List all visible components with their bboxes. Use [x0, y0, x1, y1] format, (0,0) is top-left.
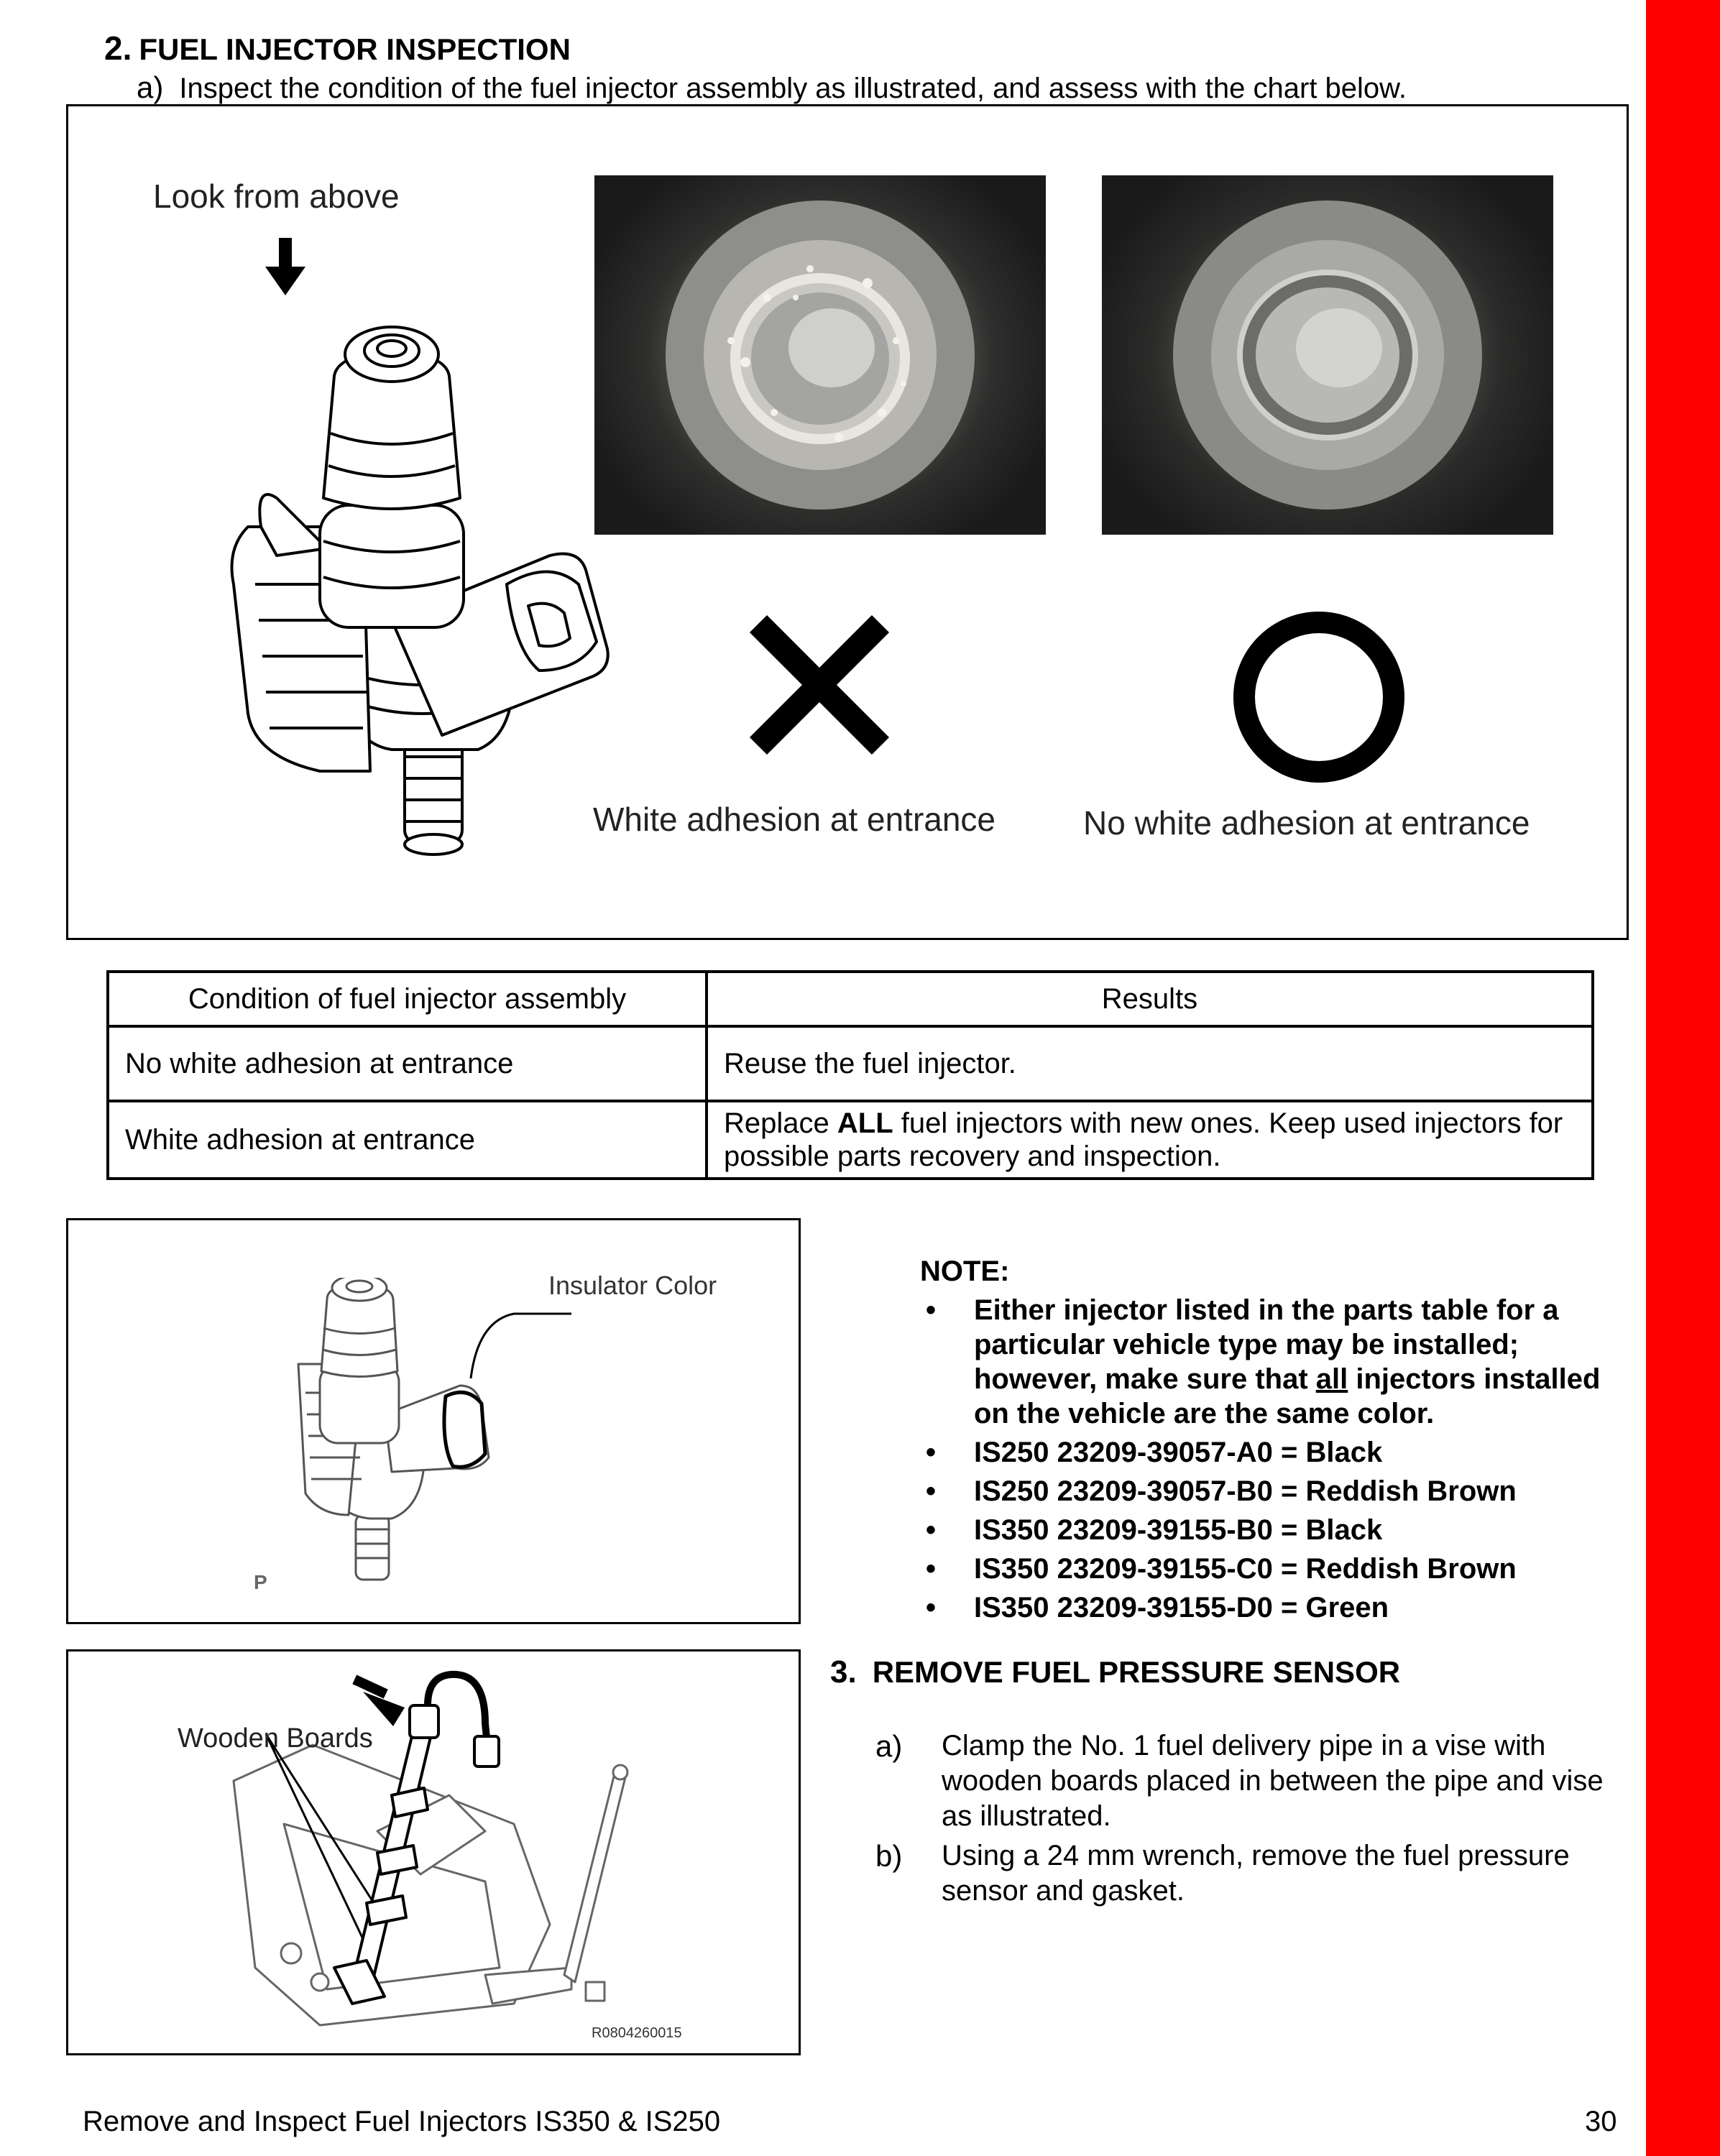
x-mark-icon — [748, 613, 891, 757]
bullet: • — [926, 1592, 937, 1623]
part-number: IS350 23209-39155-D0 = Green — [974, 1592, 1389, 1623]
note-item — [920, 1435, 1639, 1470]
side-color-bar — [1646, 0, 1720, 2156]
step-letter: a) — [137, 70, 164, 104]
good-caption: No white adhesion at entrance — [1083, 804, 1530, 842]
bullet: • — [926, 1437, 937, 1468]
step-3b — [875, 1838, 1637, 1909]
result-cell: Reuse the fuel injector. — [707, 1026, 1593, 1101]
section-2-heading — [104, 29, 571, 68]
step-3a — [875, 1728, 1637, 1834]
step-2a — [137, 70, 1407, 105]
condition-cell: White adhesion at entrance — [108, 1101, 707, 1179]
note-item — [920, 1513, 1639, 1547]
result-cell — [707, 1101, 1593, 1179]
table-header-row — [108, 972, 1593, 1026]
vise-drawing — [212, 1666, 715, 2040]
note-title: NOTE: — [920, 1256, 1010, 1287]
figure-corner-mark: P — [254, 1571, 267, 1593]
step-letter: a) — [875, 1729, 903, 1763]
bullet: • — [926, 1475, 937, 1507]
vise-figure — [66, 1649, 801, 2055]
result-text-end: fuel injectors with new ones. Keep used injectors for possible parts recovery and inspection. — [724, 1107, 1563, 1172]
part-number: IS250 23209-39057-A0 = Black — [974, 1437, 1383, 1468]
fuel-injector-drawing — [176, 311, 665, 872]
wooden-boards-label: Wooden Boards — [178, 1723, 373, 1754]
part-number: IS350 23209-39155-B0 = Black — [974, 1514, 1383, 1546]
header-results: Results — [707, 972, 1593, 1026]
section-number: 3. — [830, 1654, 857, 1690]
insulator-color-figure — [66, 1218, 801, 1624]
header-condition: Condition of fuel injector assembly — [108, 972, 707, 1026]
condition-cell: No white adhesion at entrance — [108, 1026, 707, 1101]
figure-code: R0804260015 — [592, 2025, 682, 2041]
part-number: IS350 23209-39155-C0 = Reddish Brown — [974, 1553, 1517, 1585]
part-number: IS250 23209-39057-B0 = Reddish Brown — [974, 1475, 1517, 1507]
note-text-start: Either injector listed in the parts table for a particular vehicle type may be installed; however, make sure that — [974, 1294, 1559, 1395]
arrow-down-icon — [264, 238, 307, 297]
circle-mark-icon — [1229, 607, 1409, 787]
table-row — [108, 1026, 1593, 1101]
section-number: 2. — [104, 29, 132, 67]
section-title: REMOVE FUEL PRESSURE SENSOR — [872, 1655, 1401, 1689]
bullet: • — [926, 1514, 937, 1546]
condition-results-table — [106, 970, 1594, 1180]
result-emphasis: ALL — [837, 1107, 893, 1139]
photo-white-adhesion — [594, 175, 1046, 535]
note-underlined-word: all — [1315, 1363, 1348, 1395]
page-number: 30 — [1585, 2106, 1617, 2137]
bad-caption: White adhesion at entrance — [593, 801, 996, 838]
bullet: • — [926, 1294, 937, 1326]
insulator-color-label: Insulator Color — [548, 1271, 717, 1300]
section-3-heading — [830, 1654, 1400, 1690]
note-list — [920, 1293, 1639, 1625]
note-item — [920, 1474, 1639, 1508]
footer-title: Remove and Inspect Fuel Injectors IS350 & IS250 — [83, 2106, 721, 2137]
injector-insulator-drawing — [277, 1278, 579, 1594]
inspection-figure — [66, 104, 1629, 940]
result-text-start: Replace — [724, 1107, 837, 1139]
section-title: FUEL INJECTOR INSPECTION — [139, 32, 571, 66]
note-item — [920, 1293, 1639, 1431]
step-text: Inspect the condition of the fuel injector assembly as illustrated, and assess with the chart below. — [179, 73, 1407, 104]
note-block — [920, 1254, 1639, 1629]
section-3-steps — [875, 1728, 1637, 1913]
bullet: • — [926, 1553, 937, 1585]
step-text: Using a 24 mm wrench, remove the fuel pressure sensor and gasket. — [942, 1840, 1570, 1907]
note-item — [920, 1552, 1639, 1586]
table-row — [108, 1101, 1593, 1179]
photo-no-white-adhesion — [1102, 175, 1553, 535]
step-letter: b) — [875, 1839, 903, 1873]
note-text-end: injectors installed on the vehicle are the same color. — [974, 1363, 1601, 1429]
note-item — [920, 1590, 1639, 1625]
look-from-above-label: Look from above — [153, 178, 400, 215]
step-text: Clamp the No. 1 fuel delivery pipe in a vise with wooden boards placed in between the pipe and vise as illustrated. — [942, 1730, 1604, 1832]
